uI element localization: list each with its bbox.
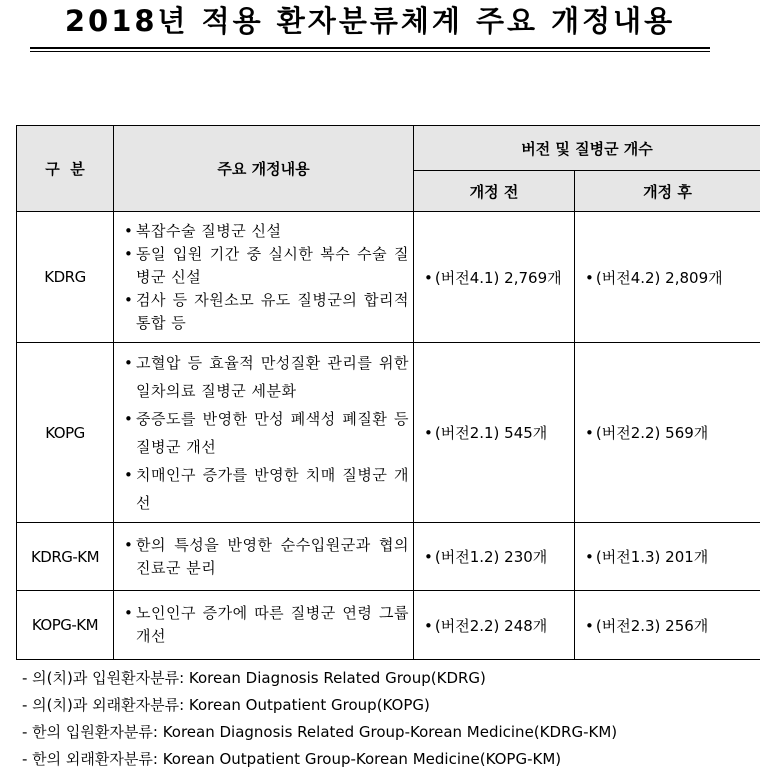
changes-cell xyxy=(114,212,414,343)
change-item: • 치매인구 증가를 반영한 치매 질병군 개선 xyxy=(124,461,409,517)
row-label: KDRG xyxy=(17,212,114,343)
change-item: • 중증도를 반영한 만성 폐색성 폐질환 등 질병군 개선 xyxy=(124,405,409,461)
footnote: - 의(치)과 외래환자분류: Korean Outpatient Group(KOPG) xyxy=(22,696,430,714)
page-title: 2018년 적용 환자분류체계 주요 개정내용 xyxy=(64,4,676,38)
revision-table xyxy=(16,125,760,660)
version-before-cell xyxy=(414,523,575,591)
table-row-kdrg-km xyxy=(17,523,760,591)
changes-cell xyxy=(114,523,414,591)
header-category: 구 분 xyxy=(17,126,114,212)
bullet: • xyxy=(424,424,433,442)
version-after: (버전2.3) 256개 xyxy=(595,616,709,635)
change-item: • 한의 특성을 반영한 순수입원군과 협의진료군 분리 xyxy=(124,534,409,580)
changes-cell xyxy=(114,591,414,660)
version-after-cell xyxy=(575,212,760,343)
version-before: (버전4.1) 2,769개 xyxy=(434,268,562,287)
row-label: KOPG-KM xyxy=(17,591,114,660)
table-row-kopg-km xyxy=(17,591,760,660)
bullet: • xyxy=(585,616,594,635)
version-after: (버전2.2) 569개 xyxy=(595,424,709,442)
changes-cell xyxy=(114,343,414,523)
change-item: • 복잡수술 질병군 신설 xyxy=(124,220,409,243)
change-item: • 동일 입원 기간 중 실시한 복수 수술 질병군 신설 xyxy=(124,243,409,289)
header-after: 개정 후 xyxy=(575,171,760,212)
footnote: - 한의 입원환자분류: Korean Diagnosis Related Group-Korean Medicine(KDRG-KM) xyxy=(22,723,618,741)
version-before: (버전1.2) 230개 xyxy=(434,548,548,566)
footnotes xyxy=(22,665,617,773)
footnote: - 의(치)과 입원환자분류: Korean Diagnosis Related Group(KDRG) xyxy=(22,669,486,687)
version-before: (버전2.2) 248개 xyxy=(434,616,548,635)
version-after: (버전4.2) 2,809개 xyxy=(595,268,723,287)
version-before-cell xyxy=(414,343,575,523)
bullet: • xyxy=(424,616,433,635)
row-label: KDRG-KM xyxy=(17,523,114,591)
title-underline-thick xyxy=(30,47,710,49)
bullet: • xyxy=(585,424,594,442)
table-row-kdrg xyxy=(17,212,760,343)
bullet: • xyxy=(424,548,433,566)
change-item: • 노인인구 증가에 따른 질병군 연령 그룹 개선 xyxy=(124,602,409,648)
version-after-cell xyxy=(575,591,760,660)
version-before-cell xyxy=(414,591,575,660)
bullet: • xyxy=(424,268,433,287)
footnote: - 한의 외래환자분류: Korean Outpatient Group-Korean Medicine(KOPG-KM) xyxy=(22,750,562,768)
header-before: 개정 전 xyxy=(414,171,575,212)
version-before-cell xyxy=(414,212,575,343)
bullet: • xyxy=(585,268,594,287)
change-item: • 검사 등 자원소모 유도 질병군의 합리적 통합 등 xyxy=(124,289,409,335)
change-item: • 고혈압 등 효율적 만성질환 관리를 위한 일차의료 질병군 세분화 xyxy=(124,349,409,405)
version-after-cell xyxy=(575,343,760,523)
row-label: KOPG xyxy=(17,343,114,523)
table-row-kopg xyxy=(17,343,760,523)
bullet: • xyxy=(585,548,594,566)
header-version-group: 버전 및 질병군 개수 xyxy=(414,126,760,171)
version-after: (버전1.3) 201개 xyxy=(595,548,709,566)
header-changes: 주요 개정내용 xyxy=(114,126,414,212)
title-underline-thin xyxy=(30,51,710,52)
version-after-cell xyxy=(575,523,760,591)
version-before: (버전2.1) 545개 xyxy=(434,424,548,442)
